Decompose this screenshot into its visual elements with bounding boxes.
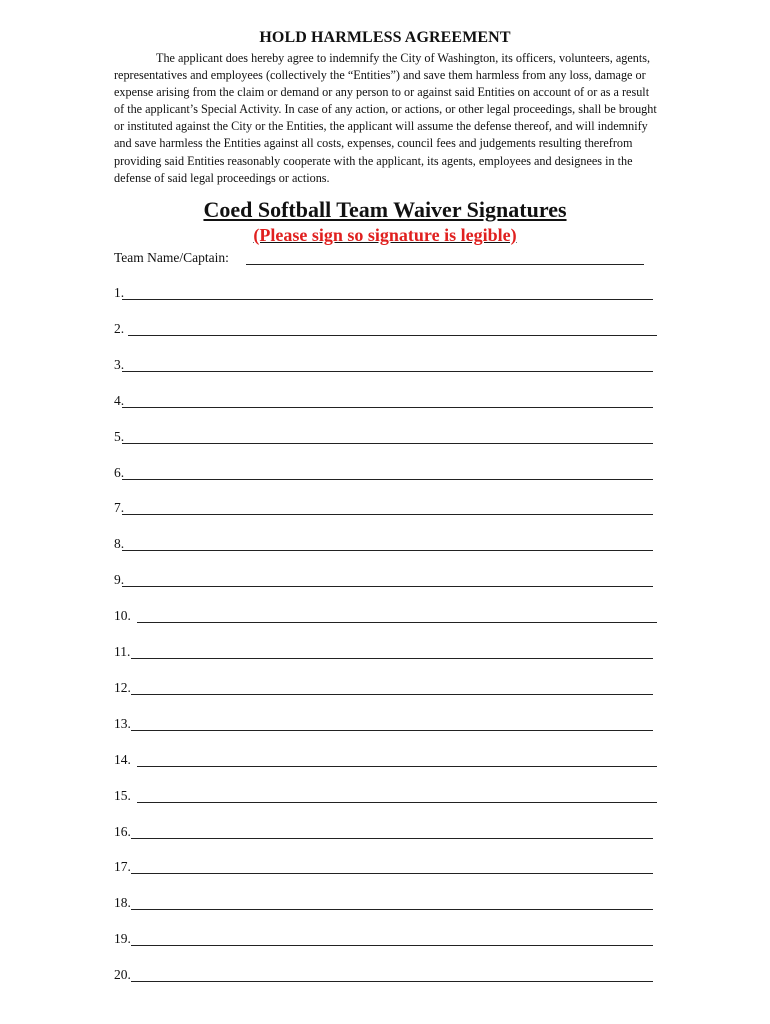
signature-number: 2. [114,321,125,336]
signature-line[interactable] [131,981,653,982]
agreement-title: HOLD HARMLESS AGREEMENT [259,29,511,46]
signature-number: 7. [114,500,125,515]
signature-number: 12. [114,680,131,695]
signature-line[interactable] [131,694,653,695]
signature-line[interactable] [137,802,657,803]
signature-number: 3. [114,357,125,372]
team-name-captain-label: Team Name/Captain: [114,250,229,265]
signature-number: 19. [114,931,131,946]
signature-line[interactable] [122,479,653,480]
form-subtitle: (Please sign so signature is legible) [253,225,517,245]
signature-line[interactable] [131,873,653,874]
signature-line[interactable] [122,371,653,372]
signature-number: 18. [114,895,131,910]
agreement-body-text: The applicant does hereby agree to indemnify the City of Washington, its officers, volunteers, agents, representatives and employees (collectively the “Entities”) and save them harmless from any loss, damage or expense arising from the claim or demand or any person to or against said Entities on account of or as a result of the applicant’s Special Activity. In case of any action, or actions, or other legal proceedings, shall be brought or instituted against the City or the Entities, the applicant will assume the defense thereof, and will indemnify and save harmless the Entities against all costs, expenses, council fees and judgements resulting therefrom providing said Entities reasonably cooperate with the applicant, its agents, employees and designees in the defense of said legal proceedings or actions. [114,51,657,185]
signature-number: 9. [114,572,125,587]
signature-number: 15. [114,788,131,803]
team-name-captain-line[interactable] [246,264,644,265]
signature-line[interactable] [131,658,653,659]
signature-number: 6. [114,465,125,480]
signature-number: 4. [114,393,125,408]
form-title: Coed Softball Team Waiver Signatures [203,197,567,222]
signature-line[interactable] [131,909,653,910]
signature-line[interactable] [122,299,653,300]
signature-line[interactable] [122,586,653,587]
signature-number: 14. [114,752,131,767]
signature-number: 8. [114,536,125,551]
signature-number: 5. [114,429,125,444]
signature-number: 11. [114,644,131,659]
signature-line[interactable] [128,335,657,336]
signature-number: 17. [114,859,131,874]
team-name-captain-field[interactable] [114,248,654,268]
signature-line[interactable] [131,730,653,731]
signature-line[interactable] [122,514,653,515]
signature-line[interactable] [122,407,653,408]
signature-line[interactable] [122,443,653,444]
signature-number: 10. [114,608,131,623]
signature-number: 16. [114,824,131,839]
agreement-body [114,50,662,187]
signature-number: 1. [114,285,125,300]
signature-line[interactable] [137,622,657,623]
signature-number: 13. [114,716,131,731]
signature-line[interactable] [131,945,653,946]
signature-line[interactable] [122,550,653,551]
signature-number: 20. [114,967,131,982]
signature-line[interactable] [137,766,657,767]
signature-line[interactable] [131,838,653,839]
